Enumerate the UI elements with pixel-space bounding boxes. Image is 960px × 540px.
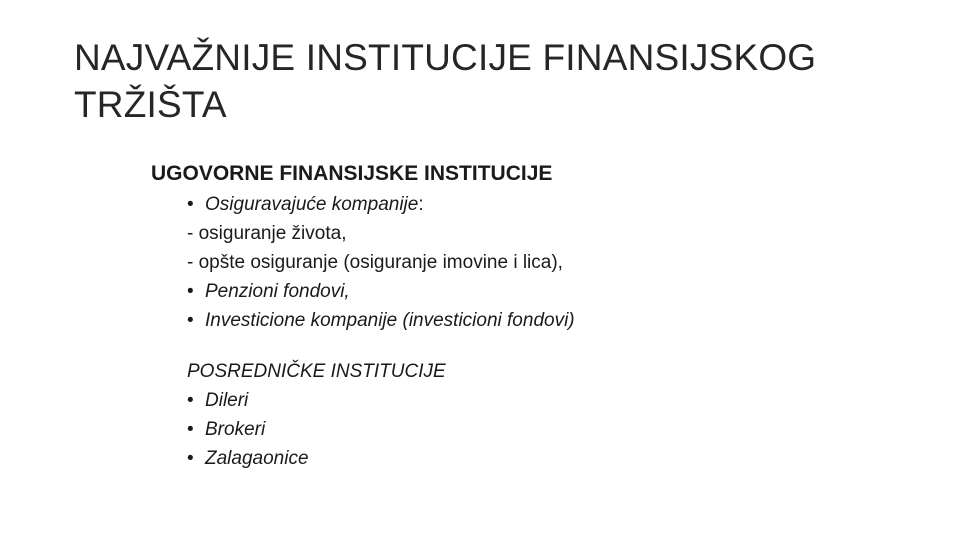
list-item-text: Zalagaonice xyxy=(205,448,309,469)
list-item-dealers xyxy=(187,386,446,415)
list-item-text: Brokeri xyxy=(205,419,266,440)
bullet-icon: • xyxy=(187,390,194,411)
bullet-icon: • xyxy=(187,310,194,331)
list-item-pawnshops xyxy=(187,444,446,473)
intermediary-institutions-list xyxy=(187,357,446,473)
bullet-icon: • xyxy=(187,194,194,215)
section-heading-intermediary: POSREDNIČKE INSTITUCIJE xyxy=(187,361,446,382)
slide-title xyxy=(74,34,894,128)
sub-item-life-insurance: - osiguranje života, xyxy=(187,223,347,244)
list-item-text: Penzioni fondovi, xyxy=(205,281,350,302)
list-item-insurance xyxy=(187,190,575,219)
slide-title-line-2: TRŽIŠTA xyxy=(74,84,227,125)
list-item-investment-companies xyxy=(187,306,575,335)
list-item-brokers xyxy=(187,415,446,444)
list-item-text: Investicione kompanije (investicioni fondovi) xyxy=(205,310,575,331)
list-item-pension-funds xyxy=(187,277,575,306)
sub-item-general-insurance: - opšte osiguranje (osiguranje imovine i lica), xyxy=(187,252,563,273)
list-item-text: Dileri xyxy=(205,390,249,411)
slide-title-line-1: NAJVAŽNIJE INSTITUCIJE FINANSIJSKOG xyxy=(74,37,817,78)
bullet-icon: • xyxy=(187,448,194,469)
section-heading-contractual: UGOVORNE FINANSIJSKE INSTITUCIJE xyxy=(151,162,553,185)
bullet-icon: • xyxy=(187,419,194,440)
list-item-text: Osiguravajuće kompanije xyxy=(205,194,419,215)
list-item-suffix: : xyxy=(418,194,424,215)
bullet-icon: • xyxy=(187,281,194,302)
contractual-institutions-list xyxy=(187,190,575,335)
